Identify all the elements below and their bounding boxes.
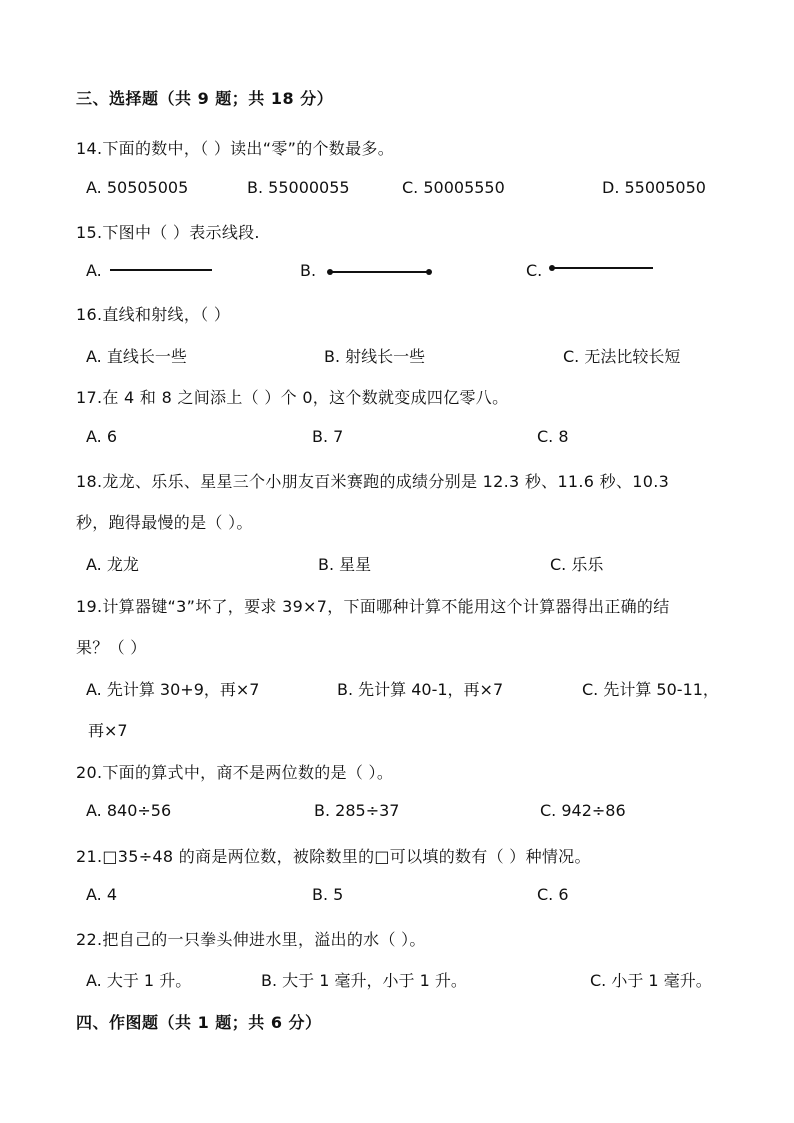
section-title-drawing: 四、作图题（共 1 题；共 6 分） xyxy=(76,1013,322,1032)
q22-option-b: B. 大于 1 毫升，小于 1 升。 xyxy=(261,971,467,990)
q22-option-c: C. 小于 1 毫升。 xyxy=(590,971,712,990)
question-20: 20.下面的算式中，商不是两位数的是（ ）。 xyxy=(76,763,394,782)
line-segment-figure xyxy=(330,271,429,273)
q16-option-c: C. 无法比较长短 xyxy=(563,347,681,366)
question-18-line2: 秒，跑得最慢的是（ ）。 xyxy=(76,513,253,532)
section-title-choice: 三、选择题（共 9 题；共 18 分） xyxy=(76,89,334,108)
q14-option-d: D. 55005050 xyxy=(602,178,706,197)
q21-option-a: A. 4 xyxy=(86,885,118,904)
question-14: 14.下面的数中，（ ）读出“零”的个数最多。 xyxy=(76,139,395,158)
q21-option-b: B. 5 xyxy=(312,885,344,904)
q20-option-c: C. 942÷86 xyxy=(540,801,626,820)
q14-option-a: A. 50505005 xyxy=(86,178,189,197)
ray-figure xyxy=(552,267,653,269)
q15-option-b: B. xyxy=(300,261,317,280)
question-16: 16.直线和射线，（ ） xyxy=(76,305,231,324)
q22-option-a: A. 大于 1 升。 xyxy=(86,971,192,990)
question-22: 22.把自己的一只拳头伸进水里，溢出的水（ ）。 xyxy=(76,930,426,949)
q16-option-a: A. 直线长一些 xyxy=(86,347,187,366)
q19-option-b: B. 先计算 40-1，再×7 xyxy=(337,680,504,699)
q15-option-c: C. xyxy=(526,261,543,280)
straight-line-figure xyxy=(110,269,212,271)
q17-option-c: C. 8 xyxy=(537,427,569,446)
q19-option-c-continued: 再×7 xyxy=(88,721,128,740)
segment-endpoint-right xyxy=(426,269,432,275)
q20-option-b: B. 285÷37 xyxy=(314,801,400,820)
question-18-line1: 18.龙龙、乐乐、星星三个小朋友百米赛跑的成绩分别是 12.3 秒、11.6 秒、10.3 xyxy=(76,472,670,491)
q17-option-b: B. 7 xyxy=(312,427,344,446)
q19-option-a: A. 先计算 30+9，再×7 xyxy=(86,680,260,699)
q20-option-a: A. 840÷56 xyxy=(86,801,172,820)
question-15: 15.下图中（ ）表示线段. xyxy=(76,223,260,242)
q14-option-c: C. 50005550 xyxy=(402,178,505,197)
q14-option-b: B. 55000055 xyxy=(247,178,350,197)
q18-option-a: A. 龙龙 xyxy=(86,555,139,574)
question-21: 21.□35÷48 的商是两位数，被除数里的□可以填的数有（ ）种情况。 xyxy=(76,847,591,866)
q18-option-b: B. 星星 xyxy=(318,555,372,574)
q18-option-c: C. 乐乐 xyxy=(550,555,604,574)
question-17: 17.在 4 和 8 之间添上（ ）个 0，这个数就变成四亿零八。 xyxy=(76,388,509,407)
q17-option-a: A. 6 xyxy=(86,427,118,446)
q19-option-c: C. 先计算 50-11， xyxy=(582,680,719,699)
q15-option-a: A. xyxy=(86,261,102,280)
question-19-line1: 19.计算器键“3”坏了，要求 39×7，下面哪种计算不能用这个计算器得出正确的结 xyxy=(76,597,670,616)
segment-endpoint-left xyxy=(327,269,333,275)
q16-option-b: B. 射线长一些 xyxy=(324,347,426,366)
ray-endpoint xyxy=(549,265,555,271)
question-19-line2: 果？（ ） xyxy=(76,638,147,657)
q21-option-c: C. 6 xyxy=(537,885,569,904)
